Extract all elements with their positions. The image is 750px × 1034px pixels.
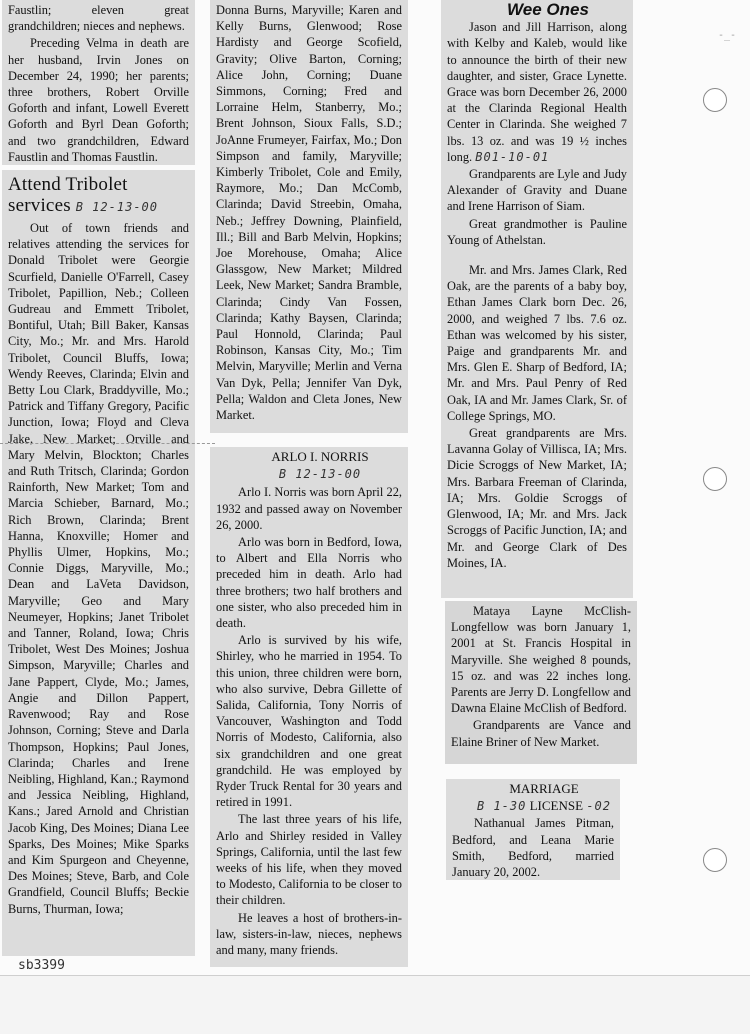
- handwritten-date-note: B 12-13-00: [75, 200, 158, 214]
- tribolet-headline: Attend Tribolet services B 12-13-00: [8, 174, 158, 216]
- wee-ones-clipping: [441, 0, 633, 598]
- norris-paragraph: He leaves a host of brothers-in-law, sisters-in-law, nieces, nephews and many, many friends.: [216, 910, 402, 958]
- velma-paragraph: Preceding Velma in death are her husband, Irvin Jones on December 24, 1990; her parents; three brothers, Robert Orville Goforth and infant, Lowell Everett Goforth and Byrl Dean Goforth; and two grandchildren, Edward Faustlin and Thomas Faustlin.: [8, 36, 189, 164]
- binder-punch-hole: [703, 88, 727, 112]
- corner-mark: -_-: [718, 30, 737, 41]
- clark-paragraph: Mr. and Mrs. James Clark, Red Oak, are the parents of a baby boy, Ethan James Clark born Dec. 26, 2000, and weighed 7 lbs. 7.6 oz. Ethan was welcomed by his sister, Paige and grandparents Mr. and Mrs. Glen E. Sharp of Bedford, IA; Mr. and Mrs. Paul Penry of Red Oak, IA and Mr. James Clark, Sr. of College Springs, MO.: [447, 263, 627, 423]
- harrison-paragraph: Great grandmother is Pauline Young of Athelstan.: [447, 216, 627, 247]
- tribolet-continued-clipping: [210, 0, 408, 433]
- binder-punch-hole: [703, 848, 727, 872]
- marriage-license-clipping: [446, 779, 620, 880]
- velma-obituary-clipping: [2, 0, 195, 165]
- handwritten-date-note: B 12-13-00: [278, 467, 362, 482]
- tribolet-body: Out of town friends and relatives attending the services for Donald Tribolet were Georgie Scurfield, Danielle O'Farrell, Casey Tribolet, Papillion, Neb.; Colleen Gudreau and Emmett Tribolet, Bontiful, Utah; Bill Baker, Kansas City, Mo.; Mr. and Mrs. Harold Tribolet, Council Bluffs, Iowa; Wendy Reeves, Clarinda; Elvin and Betty Lou Clark, Braddyville, Mo.; Patrick and Tiffany Gregory, Pacific Junction, Iowa; Floyd and Cleva Jake, New Market; Orville and Mary Melvin, Blockton; Charles and Ruth Tritsch, Clarinda; Gordon Rainforth, New Market; Tom and Marcia Schieber, Barnard, Mo.; Rich Brown, Clarinda; Brent Hanna, Knoxville; Homer and Phyllis Ulmer, Hopkins, Mo.; Connie Diggs, Maryville, Mo.; Dean and LaVeta Davidson, Maryville; Geo and Mary Neumeyer, Hopkins; Janet Tribolet and Tanner, Roland, Iowa; Chris Tribolet, West Des Moines; Joshua Simpson, Maryville; Charles and Jane Pappert, Clyde, Mo.; James, Angie and Dillon Pappert, Ravenwood; Ray and Rose Johnson, Corning; Steve and Darla Thompson, Hopkins; Paul Jones, Clarinda; Charles and Irene Neibling, Highland, Kan.; Raymond and Jessica Neibling, Highland, Kans.; Jared Arnold and Christian Jacob King, Des Moines; Diana Lee Sparks, Des Moines; Mike Sparks and Kim Spurgeon and Cheyenne, Des Moines; Steve, Barb, and Cole Grandfield, Council Bluffs; Beckie Burns, Thurman, Iowa;: [8, 221, 189, 916]
- scanner-margin: [0, 975, 750, 1034]
- binder-punch-hole: [703, 467, 727, 491]
- mcclish-birth-clipping: [445, 601, 637, 764]
- norris-headline: ARLO I. NORRIS: [271, 449, 369, 464]
- mcclish-paragraph: Grandparents are Vance and Elaine Briner of New Market.: [451, 718, 631, 749]
- fold-line: [0, 443, 215, 444]
- harrison-paragraph: Jason and Jill Harrison, along with Kelby and Kaleb, would like to announce the birth of their new daughter, and sister, Grace Lynette. Grace was born December 26, 2000 at the Clarinda Regional Health Center in Clarinda. She weighed 7 lbs. 13 oz. and was 19 ½ inches long. B01-10-01: [447, 20, 627, 164]
- norris-paragraph: Arlo was born in Bedford, Iowa, to Albert and Ella Norris who preceded him in death. Arlo had three brothers; two half brothers and one sister, who also preceded him in death.: [216, 535, 402, 631]
- norris-obituary-clipping: [210, 447, 408, 967]
- norris-paragraph: Arlo is survived by his wife, Shirley, who he married in 1954. To this union, three children were born, who also survive, Debra Gillette of Salida, California, Tony Norris of Vancouver, Washington and Todd Norris of Modesto, California, also six grandchildren and one great grandchild. He was employed by Ryder Truck Rental for 30 years and retired in 1991.: [216, 633, 402, 810]
- tribolet-services-clipping: [2, 170, 195, 956]
- tribolet-continued-body: Donna Burns, Maryville; Karen and Kelly Burns, Glenwood; Rose Hardisty and George Scofield, Gravity; Olive Barton, Corning; Alice John, Corning; Duane Simmons, Corning; Fred and Lorraine Helm, Stanberry, Mo.; Brent Johnson, Sioux Falls, S.D.; JoAnne Frumeyer, Fairfax, Mo.; Don Simpson and family, Maryville; Kimberly Tribolet, Cole and Emily, Raymore, Mo.; Dan McComb, Clarinda; David Streebin, Omaha, Neb.; Jeffrey Downing, Plainfield, Ill.; Bill and Barb Melvin, Hopkins; Joe Morehouse, Omaha; Alice Glassgow, New Market; Mildred Leek, New Market; Sandra Bramble, Clarinda; Cindy Van Fossen, Clarinda; Kathy Baysen, Clarinda; Paul Honnold, Clarinda; Paul Robinson, Kansas City, Mo.; Tim Melvin, Maryville; Merlin and Verna Van Dyk, Pella; Jennifer Van Dyk, Pella; Waldon and Cleta Jones, New Market.: [216, 3, 402, 423]
- page-id: sb3399: [18, 958, 65, 973]
- norris-paragraph: The last three years of his life, Arlo and Shirley resided in Valley Springs, California, until the last few weeks of his life, when they moved to Modesto, California to be closer to their children.: [216, 812, 402, 908]
- handwritten-date-note: B01-10-01: [475, 149, 550, 164]
- marriage-body: Nathanual James Pitman, Bedford, and Leana Marie Smith, Bedford, married January 20, 2002.: [452, 816, 614, 880]
- wee-ones-title: Wee Ones: [507, 0, 589, 19]
- norris-paragraph: Arlo I. Norris was born April 22, 1932 and passed away on November 26, 2000.: [216, 485, 402, 532]
- velma-paragraph: Faustlin; eleven great grandchildren; nieces and nephews.: [8, 3, 189, 34]
- harrison-paragraph: Grandparents are Lyle and Judy Alexander of Gravity and Duane and Irene Harrison of Siam.: [447, 167, 627, 214]
- marriage-headline: MARRIAGE: [509, 781, 579, 796]
- clark-paragraph: Great grandparents are Mrs. Lavanna Golay of Villisca, IA; Mrs. Dicie Scroggs of New Market, IA; Mrs. Barbara Freeman of Clarinda, IA; Mrs. Goldie Scroggs of Glenwood, IA; Mr. and Mrs. Jack Scroggs of Pacific Junction, IA; and Mr. and George Clark of Des Moines, IA.: [447, 426, 627, 570]
- license-headline: B 1-30 LICENSE -02: [477, 798, 611, 814]
- mcclish-paragraph: Mataya Layne McClish-Longfellow was born January 1, 2001 at St. Francis Hospital in Maryville. She weighed 8 pounds, 15 oz. and was 22 inches long. Parents are Jerry D. Longfellow and Dawna Elaine McClish of Bedford.: [451, 604, 631, 716]
